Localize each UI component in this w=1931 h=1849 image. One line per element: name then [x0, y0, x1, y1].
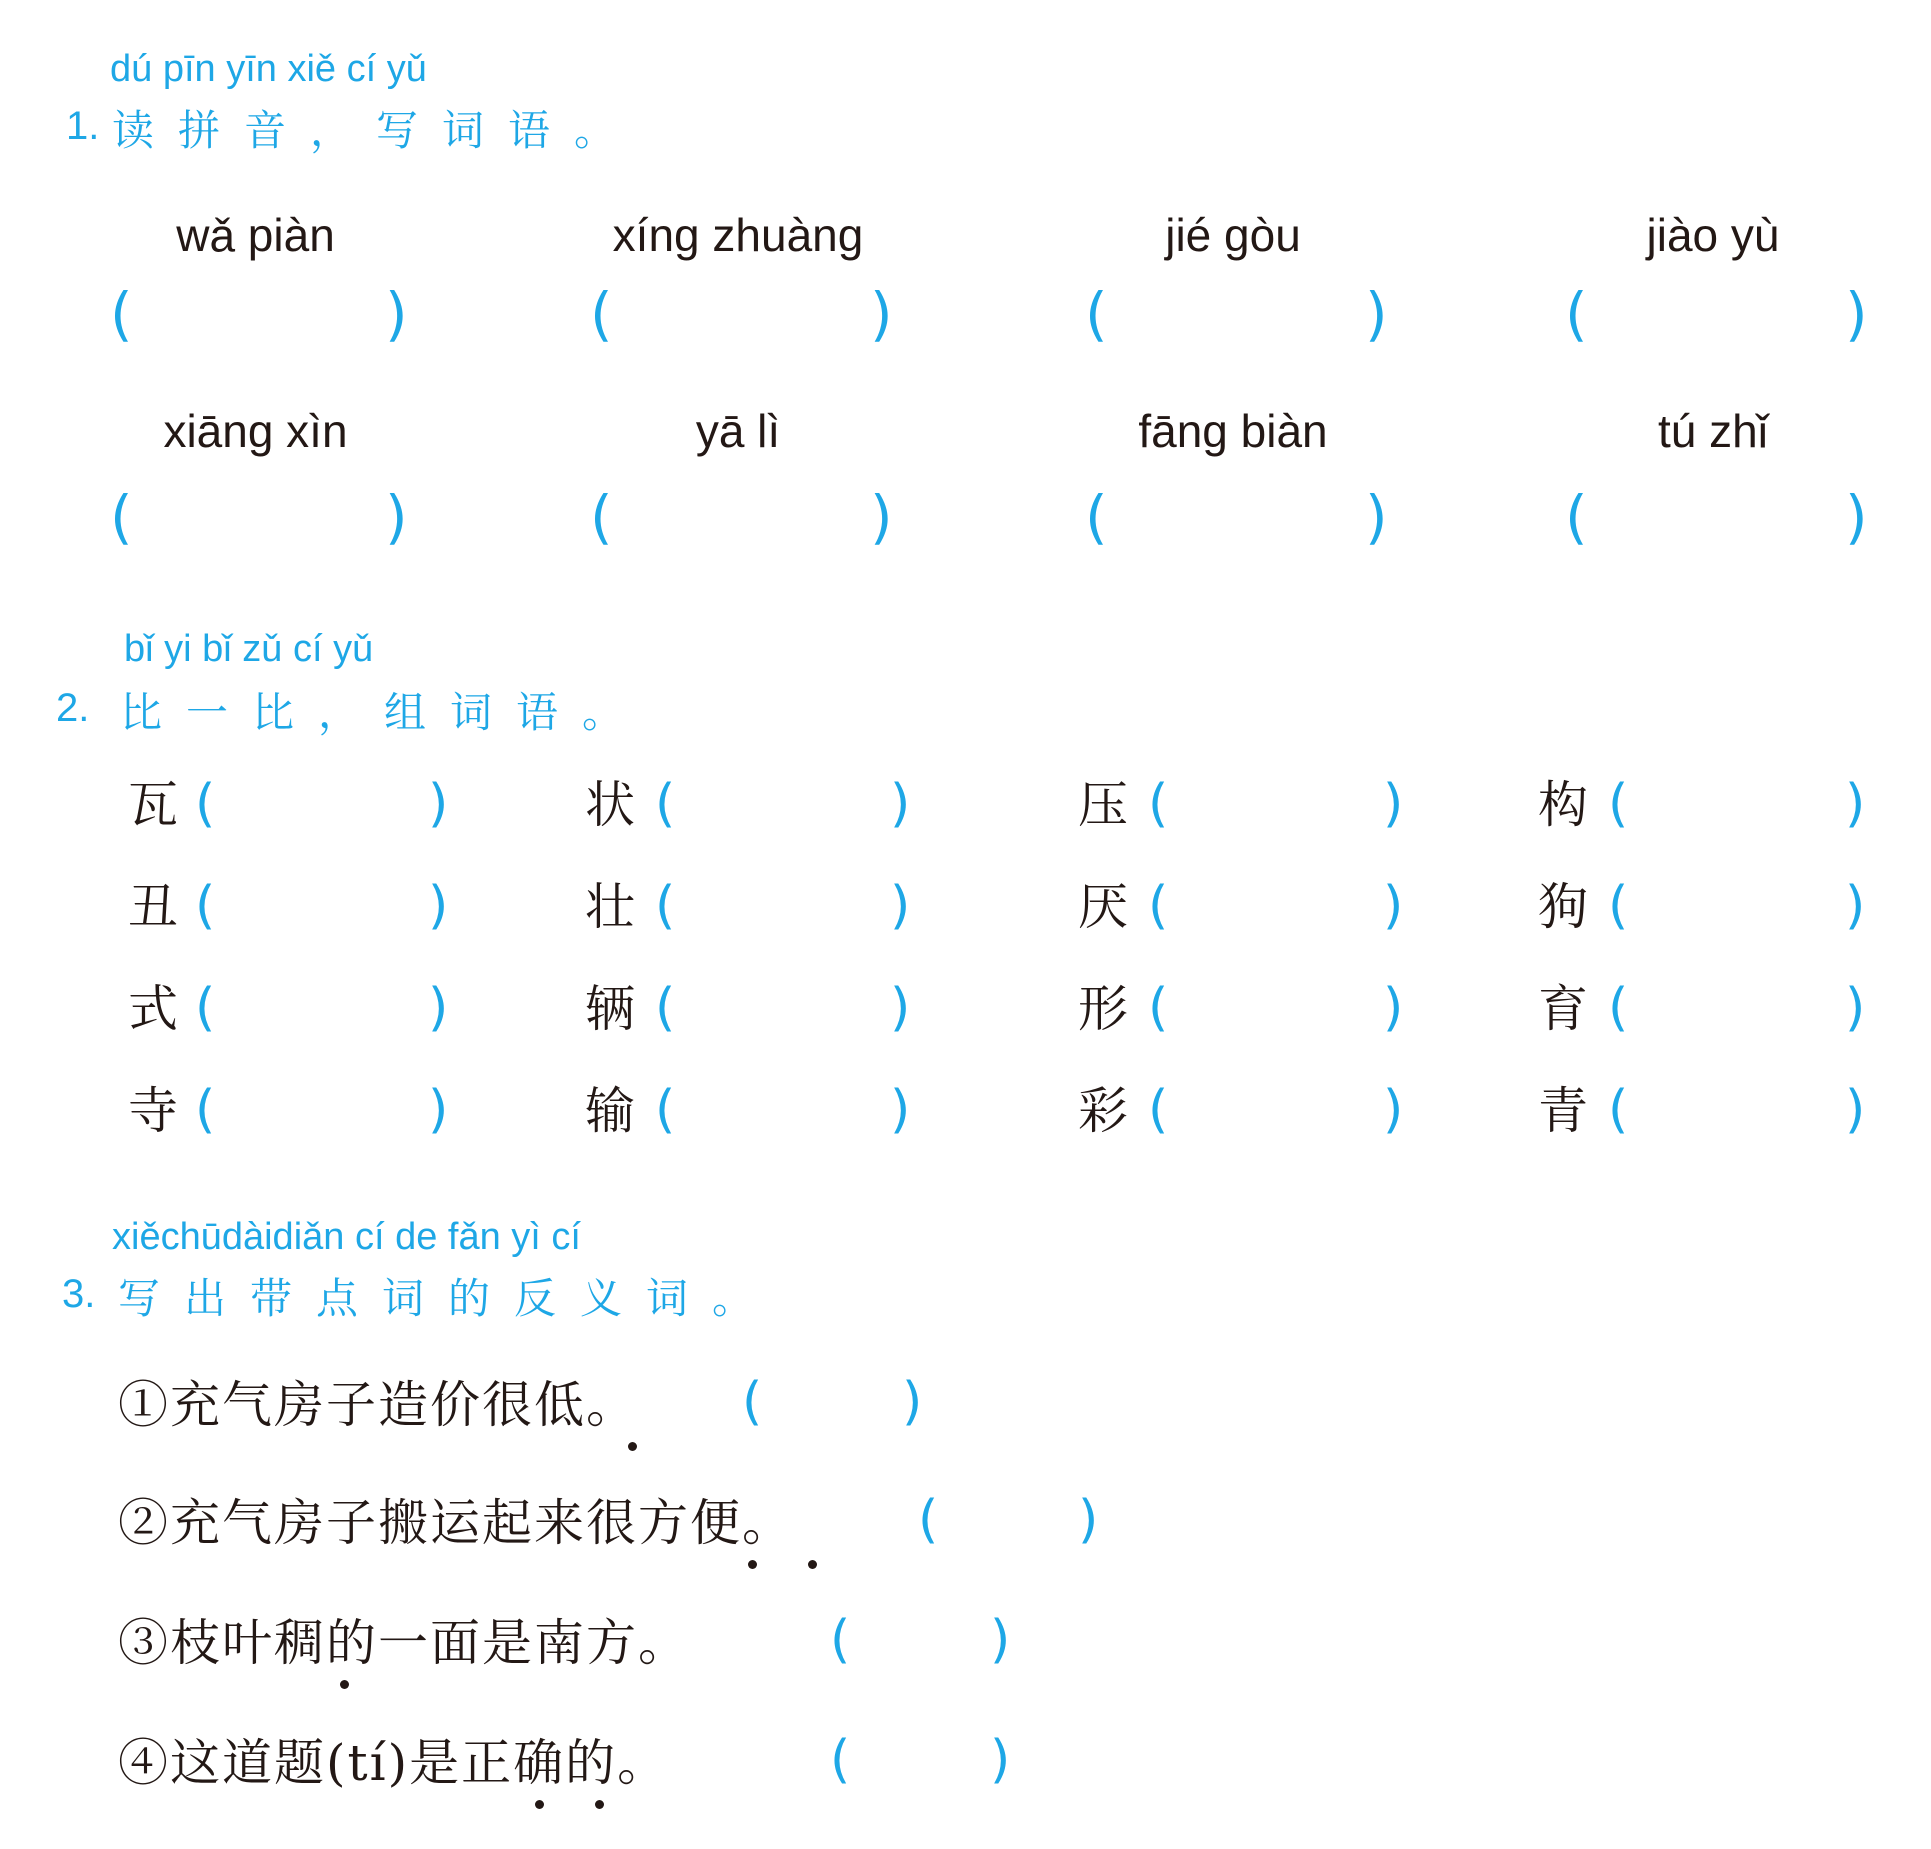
- answer-close-paren: ): [1383, 876, 1404, 936]
- answer-close-paren: ): [890, 1080, 911, 1140]
- pinyin-label: wǎ piàn: [176, 209, 335, 261]
- answer-blank[interactable]: [1174, 782, 1379, 832]
- answer-blank[interactable]: [1634, 1088, 1841, 1138]
- answer-close-paren: ): [428, 876, 449, 936]
- sentence: ④这道题(tí)是正确的。: [118, 1734, 670, 1792]
- compare-char: 青: [1538, 1082, 1588, 1140]
- compare-char: 瓦: [128, 776, 178, 834]
- answer-open-paren: (: [830, 1730, 851, 1790]
- answer-open-paren: (: [1608, 774, 1629, 834]
- answer-open-paren: (: [590, 280, 613, 348]
- answer-close-paren: ): [870, 280, 893, 348]
- answer-open-paren: (: [655, 774, 676, 834]
- answer-close-paren: ): [890, 876, 911, 936]
- answer-blank[interactable]: [768, 1380, 898, 1430]
- answer-open-paren: (: [195, 1080, 216, 1140]
- section2-number: 2.: [56, 686, 90, 730]
- answer-open-paren: (: [1148, 978, 1169, 1038]
- compare-char: 狗: [1538, 878, 1588, 936]
- section3-pinyin: xiěchūdàidiǎn cí de fǎn yì cí: [112, 1216, 581, 1258]
- pinyin-label: xíng zhuàng: [612, 209, 864, 261]
- compare-char: 寺: [128, 1082, 178, 1140]
- answer-blank[interactable]: [856, 1738, 986, 1788]
- answer-close-paren: ): [385, 280, 408, 348]
- answer-blank[interactable]: [620, 492, 864, 548]
- answer-open-paren: (: [655, 876, 676, 936]
- section1-title: 读拼音，写词语。: [112, 106, 641, 155]
- compare-char: 辆: [585, 980, 635, 1038]
- emphasis-dot: [748, 1560, 757, 1569]
- answer-close-paren: ): [1365, 280, 1388, 348]
- answer-blank[interactable]: [681, 782, 886, 832]
- answer-open-paren: (: [110, 280, 133, 348]
- section3-title: 写出带点词的反义词。: [118, 1274, 779, 1323]
- answer-blank[interactable]: [1634, 782, 1841, 832]
- answer-open-paren: (: [1148, 1080, 1169, 1140]
- compare-char: 彩: [1078, 1082, 1128, 1140]
- answer-blank[interactable]: [221, 986, 424, 1036]
- answer-open-paren: (: [195, 876, 216, 936]
- answer-open-paren: (: [1565, 280, 1588, 348]
- pinyin-label: jiào yù: [1646, 209, 1780, 261]
- pinyin-label: jié gòu: [1165, 209, 1301, 261]
- section2-title: 比一比，组词语。: [120, 688, 649, 737]
- compare-char: 育: [1538, 980, 1588, 1038]
- sentence: ③枝叶稠的一面是南方。: [118, 1614, 690, 1672]
- answer-blank[interactable]: [1174, 986, 1379, 1036]
- pinyin-label: xiāng xìn: [163, 405, 348, 457]
- answer-open-paren: (: [195, 978, 216, 1038]
- answer-open-paren: (: [1148, 774, 1169, 834]
- compare-char: 丑: [128, 878, 178, 936]
- emphasis-dot: [595, 1800, 604, 1809]
- answer-close-paren: ): [1383, 1080, 1404, 1140]
- sentence: ②充气房子搬运起来很方便。: [118, 1494, 794, 1552]
- answer-blank[interactable]: [140, 289, 379, 345]
- answer-open-paren: (: [655, 1080, 676, 1140]
- answer-blank[interactable]: [1115, 492, 1359, 548]
- answer-blank[interactable]: [221, 782, 424, 832]
- answer-open-paren: (: [1608, 978, 1629, 1038]
- answer-blank[interactable]: [140, 492, 379, 548]
- answer-blank[interactable]: [1634, 884, 1841, 934]
- compare-char: 构: [1538, 776, 1588, 834]
- answer-blank[interactable]: [1174, 1088, 1379, 1138]
- pinyin-label: yā lì: [695, 405, 781, 457]
- answer-close-paren: ): [385, 483, 408, 551]
- answer-open-paren: (: [655, 978, 676, 1038]
- emphasis-dot: [628, 1442, 637, 1451]
- answer-blank[interactable]: [620, 289, 864, 345]
- answer-close-paren: ): [990, 1610, 1011, 1670]
- pinyin-label: fāng biàn: [1138, 405, 1328, 457]
- compare-char: 式: [128, 980, 178, 1038]
- answer-close-paren: ): [428, 774, 449, 834]
- answer-open-paren: (: [1085, 280, 1108, 348]
- answer-open-paren: (: [1608, 876, 1629, 936]
- answer-close-paren: ): [1845, 774, 1866, 834]
- emphasis-dot: [808, 1560, 817, 1569]
- answer-open-paren: (: [830, 1610, 851, 1670]
- compare-char: 状: [585, 776, 635, 834]
- compare-char: 压: [1078, 776, 1128, 834]
- compare-char: 输: [585, 1082, 635, 1140]
- answer-close-paren: ): [1845, 876, 1866, 936]
- section3-number: 3.: [62, 1272, 96, 1316]
- answer-blank[interactable]: [221, 1088, 424, 1138]
- answer-open-paren: (: [1608, 1080, 1629, 1140]
- answer-open-paren: (: [110, 483, 133, 551]
- answer-close-paren: ): [1078, 1490, 1099, 1550]
- pinyin-label: tú zhǐ: [1658, 405, 1768, 457]
- answer-close-paren: ): [428, 1080, 449, 1140]
- answer-blank[interactable]: [1115, 289, 1359, 345]
- compare-char: 形: [1078, 980, 1128, 1038]
- answer-blank[interactable]: [944, 1498, 1074, 1548]
- answer-close-paren: ): [990, 1730, 1011, 1790]
- sentence: ①充气房子造价很低。: [118, 1376, 638, 1434]
- answer-open-paren: (: [1565, 483, 1588, 551]
- answer-blank[interactable]: [681, 986, 886, 1036]
- answer-close-paren: ): [1845, 280, 1868, 348]
- emphasis-dot: [535, 1800, 544, 1809]
- answer-close-paren: ): [1845, 978, 1866, 1038]
- answer-blank[interactable]: [681, 1088, 886, 1138]
- answer-blank[interactable]: [1595, 289, 1839, 345]
- emphasis-dot: [340, 1680, 349, 1689]
- answer-close-paren: ): [902, 1372, 923, 1432]
- section2-pinyin: bǐ yi bǐ zǔ cí yǔ: [124, 628, 374, 670]
- answer-close-paren: ): [890, 978, 911, 1038]
- answer-close-paren: ): [1365, 483, 1388, 551]
- answer-close-paren: ): [1845, 483, 1868, 551]
- section1-number: 1.: [66, 104, 100, 148]
- answer-close-paren: ): [1845, 1080, 1866, 1140]
- answer-blank[interactable]: [856, 1618, 986, 1668]
- answer-close-paren: ): [1383, 978, 1404, 1038]
- answer-open-paren: (: [918, 1490, 939, 1550]
- answer-close-paren: ): [1383, 774, 1404, 834]
- answer-open-paren: (: [590, 483, 613, 551]
- compare-char: 壮: [585, 878, 635, 936]
- answer-blank[interactable]: [221, 884, 424, 934]
- answer-blank[interactable]: [1634, 986, 1841, 1036]
- answer-open-paren: (: [742, 1372, 763, 1432]
- answer-open-paren: (: [1085, 483, 1108, 551]
- answer-blank[interactable]: [1595, 492, 1839, 548]
- answer-close-paren: ): [890, 774, 911, 834]
- answer-open-paren: (: [195, 774, 216, 834]
- answer-blank[interactable]: [681, 884, 886, 934]
- answer-open-paren: (: [1148, 876, 1169, 936]
- compare-char: 厌: [1078, 878, 1128, 936]
- answer-close-paren: ): [428, 978, 449, 1038]
- answer-blank[interactable]: [1174, 884, 1379, 934]
- section1-pinyin: dú pīn yīn xiě cí yǔ: [110, 48, 427, 90]
- answer-close-paren: ): [870, 483, 893, 551]
